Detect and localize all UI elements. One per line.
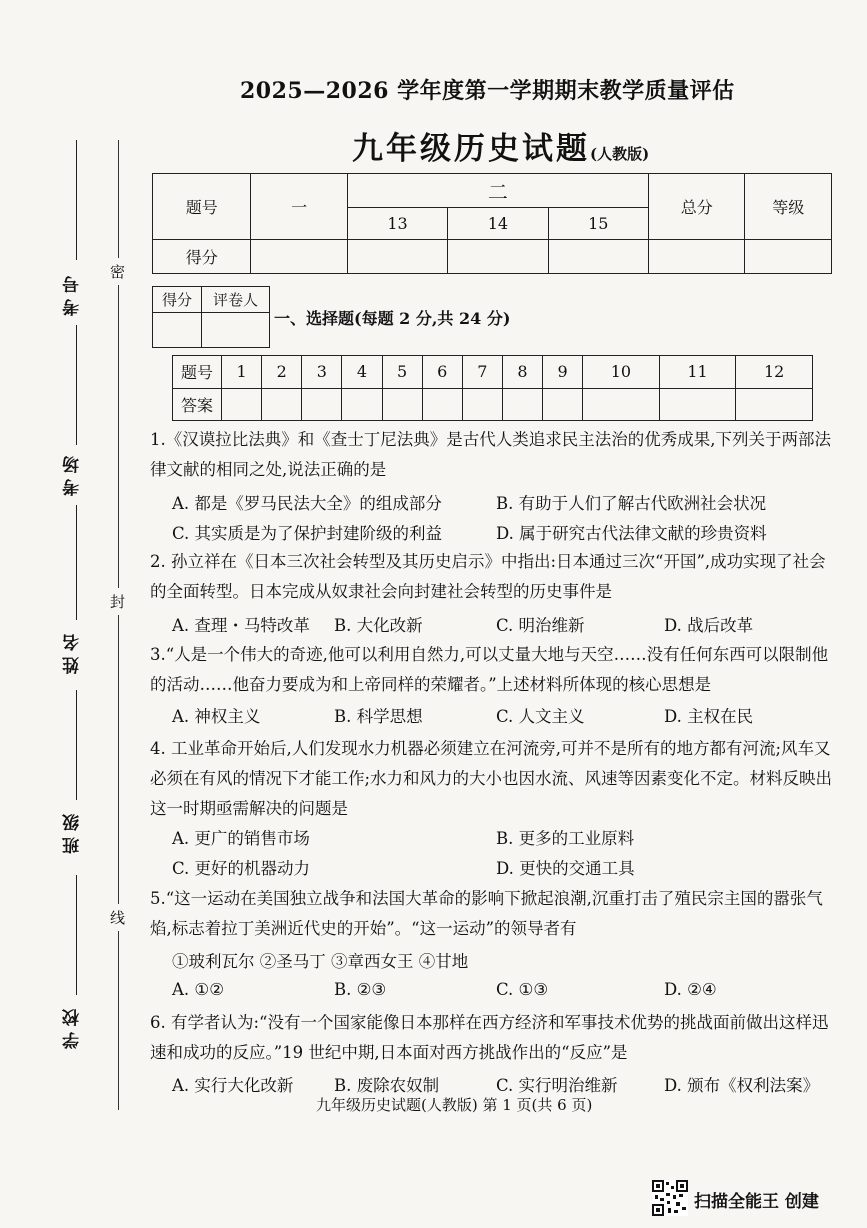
section-title: 一、选择题(每题 2 分,共 24 分) [274, 309, 511, 328]
subject-name: 九年级历史试题 [352, 131, 590, 167]
question-6-option-b[interactable]: B. 废除农奴制 [334, 1076, 440, 1095]
grader-score-cell[interactable] [153, 313, 202, 348]
answer-grid-number: 12 [736, 356, 813, 389]
score-table-header-label: 题号 [153, 174, 251, 240]
score-table-q13: 13 [347, 208, 447, 240]
question-4-stem: 4. 工业革命开始后,人们发现水力机器必须建立在河流旁,可并不是所有的地方都有河流;风车又必须在有风的情况下才能工作;水力和风力的大小也因水流、风速等因素变化不定。材料反映出这一时期亟需解决的问题是 [150, 739, 833, 818]
class-label: 班级 [63, 808, 83, 854]
question-5-leaders: ①玻利瓦尔 ②圣马丁 ③章西女王 ④甘地 [172, 952, 469, 971]
answer-grid-number: 4 [342, 356, 382, 389]
question-4-option-c[interactable]: C. 更好的机器动力 [172, 859, 311, 878]
school-line [76, 875, 77, 995]
question-2-option-a[interactable]: A. 查理・马特改革 [172, 616, 310, 635]
question-6-stem: 6. 有学者认为:“没有一个国家能像日本那样在西方经济和军事技术优势的挑战面前做出这样迅速和成功的反应。”19 世纪中期,日本面对西方挑战作出的“反应”是 [150, 1013, 829, 1062]
score-cell-part1[interactable] [251, 240, 347, 274]
answer-grid-number: 5 [382, 356, 422, 389]
score-row-label: 得分 [153, 240, 251, 274]
question-2-option-d[interactable]: D. 战后改革 [664, 616, 754, 635]
exam-number-line [76, 140, 77, 260]
answer-cell[interactable] [736, 388, 813, 421]
question-1-option-d[interactable]: D. 属于研究古代法律文献的珍贵资料 [496, 524, 767, 543]
question-5-option-d[interactable]: D. ②④ [664, 980, 717, 999]
score-cell-q13[interactable] [347, 240, 447, 274]
answer-grid-number-label: 题号 [173, 356, 222, 389]
score-table [152, 173, 832, 274]
question-3-option-a[interactable]: A. 神权主义 [172, 707, 261, 726]
question-1-option-c[interactable]: C. 其实质是为了保护封建阶级的利益 [172, 524, 443, 543]
qr-code-icon [652, 1180, 688, 1216]
name-line [76, 505, 77, 620]
question-5-option-b[interactable]: B. ②③ [334, 980, 387, 999]
question-5-option-c[interactable]: C. ①③ [496, 980, 549, 999]
answer-grid-number: 9 [543, 356, 583, 389]
answer-grid-number: 11 [659, 356, 736, 389]
class-line [76, 690, 77, 800]
answer-cell[interactable] [543, 388, 583, 421]
question-6-option-d[interactable]: D. 颁布《权利法案》 [664, 1076, 820, 1095]
answer-cell[interactable] [302, 388, 342, 421]
score-table-part1: 一 [251, 174, 347, 240]
score-cell-total[interactable] [649, 240, 745, 274]
answer-grid-number: 8 [502, 356, 542, 389]
seal-char-mi: 密 [110, 258, 125, 285]
question-5-option-a[interactable]: A. ①② [172, 980, 224, 999]
question-1-stem: 1.《汉谟拉比法典》和《查士丁尼法典》是古代人类追求民主法治的优秀成果,下列关于两部法律文献的相同之处,说法正确的是 [150, 430, 831, 479]
question-3-option-d[interactable]: D. 主权在民 [664, 707, 754, 726]
question-3-stem: 3.“人是一个伟大的奇迹,他可以利用自然力,可以丈量大地与天空……没有任何东西可以限制他的活动……他奋力要成为和上帝同样的荣耀者。”上述材料所体现的核心思想是 [150, 645, 829, 694]
answer-grid-number: 10 [583, 356, 660, 389]
answer-grid-number: 7 [462, 356, 502, 389]
score-table-q15: 15 [548, 208, 648, 240]
answer-cell[interactable] [342, 388, 382, 421]
question-3-option-b[interactable]: B. 科学思想 [334, 707, 423, 726]
exam-subject-title [352, 123, 649, 168]
answer-grid [172, 355, 813, 421]
answer-cell[interactable] [502, 388, 542, 421]
answer-grid-number: 3 [302, 356, 342, 389]
edition-label: (人教版) [590, 145, 650, 163]
exam-room-label: 考场 [63, 450, 83, 496]
score-table-part2: 二 [347, 174, 648, 208]
name-label: 姓名 [63, 628, 83, 674]
scanner-watermark: 扫描全能王 创建 [694, 1192, 819, 1212]
score-cell-q15[interactable] [548, 240, 648, 274]
question-4-option-d[interactable]: D. 更快的交通工具 [496, 859, 635, 878]
question-2-stem: 2. 孙立祥在《日本三次社会转型及其历史启示》中指出:日本通过三次“开国”,成功实现了社会的全面转型。日本完成从奴隶社会向封建社会转型的历史事件是 [150, 552, 826, 601]
answer-grid-number: 1 [222, 356, 262, 389]
score-table-grade: 等级 [745, 174, 832, 240]
answer-grid-number: 6 [422, 356, 462, 389]
score-cell-grade[interactable] [745, 240, 832, 274]
grader-name-label: 评卷人 [202, 287, 270, 313]
exam-term-title: 2025—2026 学年度第一学期期末教学质量评估 [240, 78, 735, 104]
binding-line [118, 140, 119, 1110]
question-2-option-c[interactable]: C. 明治维新 [496, 616, 585, 635]
question-5-stem: 5.“这一运动在美国独立战争和法国大革命的影响下掀起浪潮,沉重打击了殖民宗主国的嚣张气焰,标志着拉丁美洲近代史的开始”。“这一运动”的领导者有 [150, 889, 823, 938]
question-4-option-b[interactable]: B. 更多的工业原料 [496, 829, 635, 848]
score-table-total: 总分 [649, 174, 745, 240]
answer-cell[interactable] [583, 388, 660, 421]
answer-cell[interactable] [262, 388, 302, 421]
answer-grid-number: 2 [262, 356, 302, 389]
question-6-option-c[interactable]: C. 实行明治维新 [496, 1076, 618, 1095]
seal-char-xian: 线 [110, 904, 125, 931]
score-table-q14: 14 [448, 208, 548, 240]
answer-grid-answer-label: 答案 [173, 388, 222, 421]
page-footer: 九年级历史试题(人教版) 第 1 页(共 6 页) [316, 1096, 593, 1114]
answer-cell[interactable] [659, 388, 736, 421]
grader-table [152, 286, 270, 348]
question-4-option-a[interactable]: A. 更广的销售市场 [172, 829, 310, 848]
question-1-option-a[interactable]: A. 都是《罗马民法大全》的组成部分 [172, 494, 442, 513]
question-2-option-b[interactable]: B. 大化改新 [334, 616, 423, 635]
grader-score-label: 得分 [153, 287, 202, 313]
question-3-option-c[interactable]: C. 人文主义 [496, 707, 585, 726]
answer-cell[interactable] [462, 388, 502, 421]
answer-cell[interactable] [422, 388, 462, 421]
grader-name-cell[interactable] [202, 313, 270, 348]
school-label: 学校 [63, 1003, 83, 1049]
seal-char-feng: 封 [110, 588, 125, 615]
answer-cell[interactable] [382, 388, 422, 421]
exam-room-line [76, 325, 77, 445]
score-cell-q14[interactable] [448, 240, 548, 274]
question-6-option-a[interactable]: A. 实行大化改新 [172, 1076, 294, 1095]
answer-cell[interactable] [222, 388, 262, 421]
question-1-option-b[interactable]: B. 有助于人们了解古代欧洲社会状况 [496, 494, 767, 513]
exam-number-label: 考号 [63, 270, 83, 316]
